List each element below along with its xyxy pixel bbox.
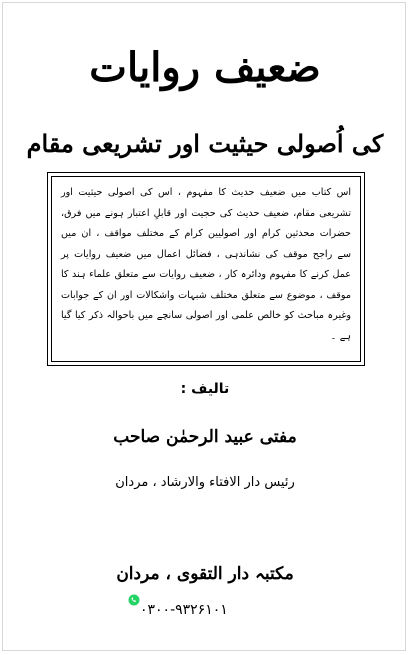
author-label: تالیف : bbox=[180, 381, 230, 397]
summary-box bbox=[47, 172, 365, 366]
author-name: مفتی عبید الرحمٰن صاحب bbox=[113, 427, 297, 447]
summary-text: اس کتاب میں ضعیف حدیث کا مفہوم ، اس کی اصولی حیثیت اور تشریعی مقام، ضعیف حدیث کی حجیت اور قابلِ اعتبار ہونے میں فرق، حضرات محدثین کرام اور اصولیین کرام کے مختلف مواقف ، ان میں سے راجح موقف کی نشاندہی ، فضائل اعمال میں ضعیف روایات پر عمل کرنے کا مفہوم ودائرہ کار ، ضعیف روایات سے متعلق علماء ہند کا موقف ، موضوع سے متعلق مختلف شبہات واشکالات اور ان کے جوابات وغیرہ مباحث کو خالص علمی اور اصولی سانچے میں باحوالہ ذکر کیا گیا ہے ۔ bbox=[51, 176, 361, 362]
book-title: ضعیف روایات bbox=[89, 44, 321, 91]
author-title: رئیس دار الافتاء والارشاد ، مردان bbox=[115, 475, 295, 490]
book-subtitle: کی اُصولی حیثیت اور تشریعی مقام bbox=[26, 129, 384, 158]
phone-number: ۰۳۰۰-۹۳۲۶۱۰۱ bbox=[140, 602, 228, 618]
publisher-name: مکتبہ دار التقوی ، مردان bbox=[116, 564, 294, 584]
whatsapp-icon bbox=[128, 594, 140, 606]
phone-row bbox=[128, 594, 288, 624]
